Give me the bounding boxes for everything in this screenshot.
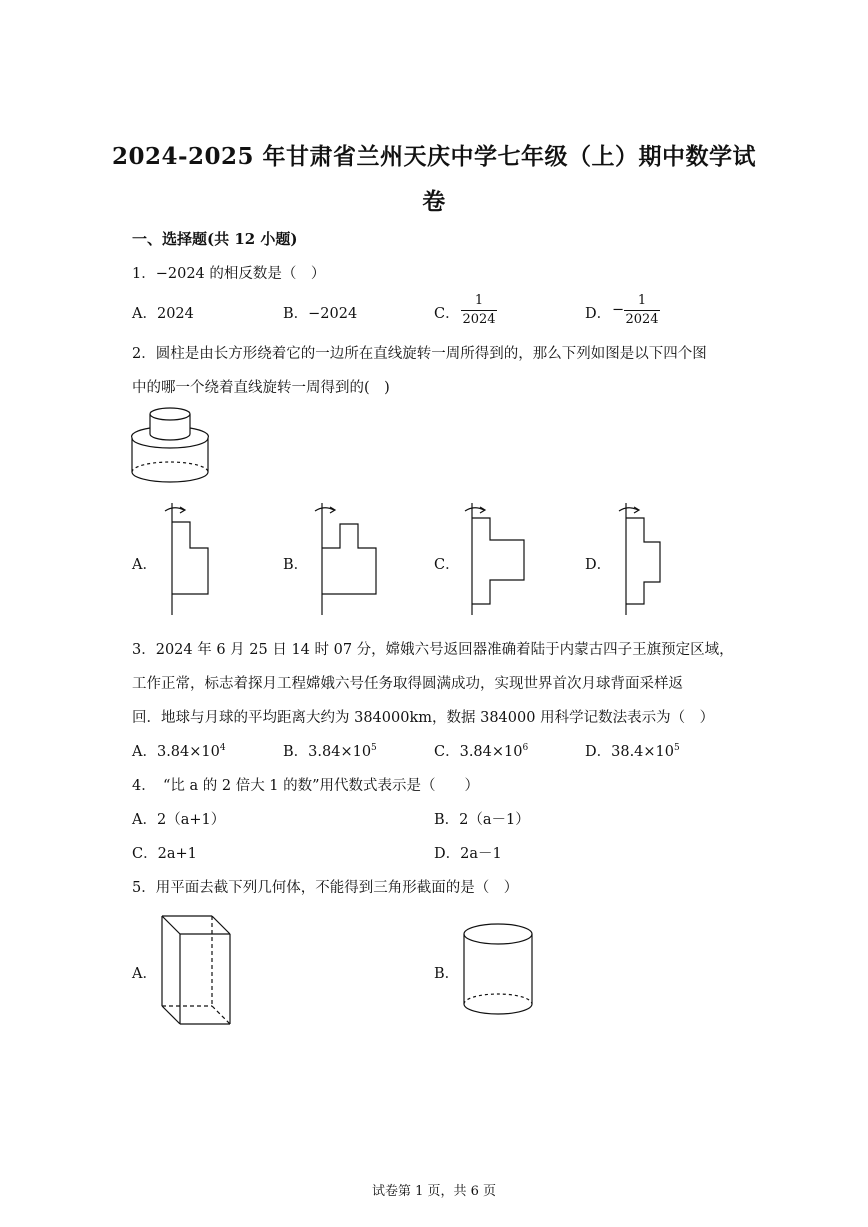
question-5-stem: 5．用平面去截下列几何体，不能得到三角形截面的是（ ） <box>132 880 519 896</box>
question-1-stem: 1．−2024 的相反数是（ ） <box>132 266 326 282</box>
question-2-option-b: B． <box>283 557 309 573</box>
question-1-option-a: A．2024 <box>132 306 194 322</box>
question-4-option-c: C．2a+1 <box>132 846 197 862</box>
question-3-option-b: B．$3.84\times 10^5$ <box>283 743 377 760</box>
fraction-numerator: 1 <box>474 293 484 308</box>
page-title-continued: 卷 <box>422 188 446 215</box>
page-title: 2024-2025 年甘肃省兰州天庆中学七年级（上）期中数学试 <box>111 143 757 170</box>
fraction-numerator: 1 <box>637 293 647 308</box>
question-3-line-1: 3．2024 年 6 月 25 日 14 时 07 分，嫦娥六号返回器准确着陆于内蒙古四子王旗预定区域， <box>132 642 734 658</box>
question-2-option-c: C． <box>434 557 460 573</box>
fraction-denominator: 2024 <box>625 312 659 327</box>
question-3-option-a: A．$3.84\times 10^4$ <box>132 743 226 760</box>
page-footer: 试卷第 1 页，共 6 页 <box>371 1184 497 1199</box>
question-2-line-1: 2．圆柱是由长方形绕着它的一边所在直线旋转一周所得到的，那么下列如图是以下四个图 <box>132 346 707 362</box>
section-heading: 一、选择题(共 12 小题) <box>132 230 298 248</box>
question-1-option-c-label: C． <box>434 306 460 322</box>
question-3-line-2: 工作正常，标志着探月工程嫦娥六号任务取得圆满成功，实现世界首次月球背面采样返 <box>132 676 683 692</box>
question-3-option-c: C．$3.84\times 10^6$ <box>434 743 529 760</box>
question-1-option-d-sign: − <box>612 302 625 318</box>
question-3-option-d: D．$38.4\times 10^5$ <box>585 743 680 760</box>
question-2-line-2: 中的哪一个绕着直线旋转一周得到的( ) <box>132 380 390 396</box>
question-4-option-d: D．2a－1 <box>434 846 502 862</box>
question-3-line-3: 回．地球与月球的平均距离大约为 384000km，数据 384000 用科学记数法表示为（ ） <box>132 710 715 726</box>
question-1-option-d-label: D． <box>585 306 612 322</box>
question-4-option-b: B．2（a－1） <box>434 812 530 828</box>
question-4-option-a: A．2（a+1） <box>132 812 226 828</box>
question-1-option-b: B．−2024 <box>283 306 358 322</box>
question-2-option-d: D． <box>585 557 612 573</box>
question-2-option-a: A． <box>132 557 157 573</box>
fraction-denominator: 2024 <box>462 312 496 327</box>
question-5-option-b: B． <box>434 966 460 982</box>
question-5-option-a: A． <box>132 966 157 982</box>
question-4-stem: 4． “比 a 的 2 倍大 1 的数”用代数式表示是（ ） <box>132 778 480 794</box>
